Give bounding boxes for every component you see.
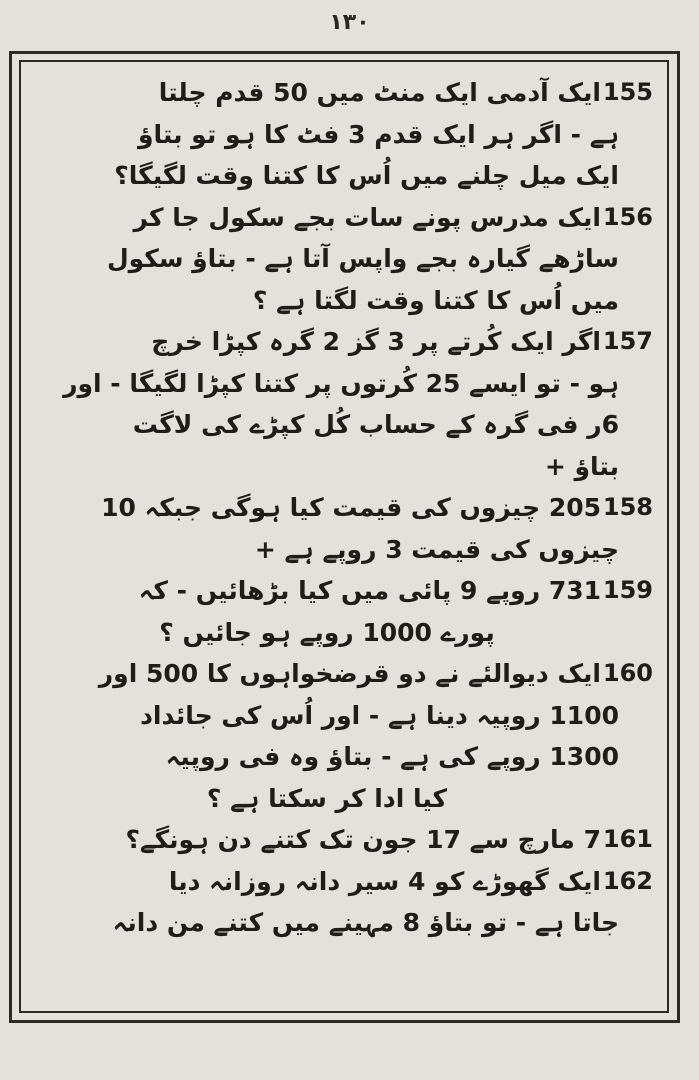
- question-text: ساڑھے گیارہ بجے واپس آتا ہے - بتاؤ سکول: [106, 244, 619, 273]
- question-text: ہے - اگر ہر ایک قدم 3 فٹ کا ہو تو بتاؤ: [137, 119, 619, 149]
- question-line: [35, 114, 653, 156]
- question-text: کیا ادا کر سکتا ہے ؟: [206, 783, 448, 813]
- question-number: 162: [602, 866, 653, 895]
- question-line: [35, 695, 653, 737]
- question-number: 155: [602, 78, 653, 106]
- question-line: [35, 155, 653, 197]
- question-line: [35, 363, 653, 405]
- question-text: ہو - تو ایسے 25 کُرتوں پر کتنا کپڑا لگیگا - اور: [63, 368, 619, 398]
- question-text: ایک مدرس پونے سات بجے سکول جا کر: [133, 202, 601, 232]
- question-text: 205 چیزوں کی قیمت کیا ہوگی جبکہ 10: [101, 493, 601, 522]
- question-text: ایک میل چلنے میں اُس کا کتنا وقت لگیگا؟: [114, 161, 619, 190]
- question-line: [35, 778, 653, 820]
- question-line: [35, 529, 653, 571]
- question-line: [35, 404, 653, 446]
- question-line: [35, 197, 653, 239]
- question-line: [35, 570, 653, 612]
- question-text: ایک دیوالئے نے دو قرضخواہوں کا 500 اور: [98, 659, 601, 688]
- question-line: [35, 487, 653, 529]
- inner-border: [19, 60, 669, 1013]
- question-text: 6ر فی گرہ کے حساب کُل کپڑے کی لاگت: [132, 410, 619, 439]
- question-line: [35, 446, 653, 488]
- question-text: میں اُس کا کتنا وقت لگتا ہے ؟: [252, 285, 619, 315]
- question-line: [35, 238, 653, 280]
- question-number: 159: [602, 576, 653, 604]
- question-number: 160: [602, 659, 653, 687]
- question-line: [35, 280, 653, 322]
- question-number: 161: [602, 825, 653, 853]
- question-text: جاتا ہے - تو بتاؤ 8 مہینے میں کتنے من دانہ: [112, 908, 619, 937]
- question-text: ایک گھوڑے کو 4 سیر دانہ روزانہ دیا: [168, 866, 601, 896]
- question-text: 1100 روپیہ دینا ہے - اور اُس کی جائداد: [140, 700, 619, 730]
- question-line: [35, 72, 653, 114]
- question-text: ایک آدمی ایک منٹ میں 50 قدم چلتا: [158, 78, 601, 107]
- question-text: 1300 روپے کی ہے - بتاؤ وہ فی روپیہ: [165, 742, 619, 771]
- question-line: [35, 321, 653, 363]
- question-line: [35, 736, 653, 778]
- questions-list: [35, 72, 653, 1002]
- page-number: ١٣٠: [329, 10, 370, 35]
- question-line: [35, 861, 653, 903]
- question-number: 156: [602, 202, 653, 231]
- question-line: [35, 819, 653, 861]
- question-text: بتاؤ +: [544, 451, 619, 481]
- question-line: [35, 612, 653, 654]
- question-text: پورے 1000 روپے ہو جائیں ؟: [159, 617, 495, 647]
- question-number: 158: [602, 493, 653, 521]
- question-text: چیزوں کی قیمت 3 روپے ہے +: [254, 534, 619, 564]
- question-text: 731 روپے 9 پائی میں کیا بڑھائیں - کہ: [138, 576, 601, 605]
- question-text: 7 مارچ سے 17 جون تک کتنے دن ہونگے؟: [125, 825, 601, 854]
- question-number: 157: [602, 327, 653, 355]
- question-line: [35, 653, 653, 695]
- question-text: اگر ایک کُرتے پر 3 گز 2 گرہ کپڑا خرچ: [151, 327, 601, 356]
- question-line: [35, 902, 653, 944]
